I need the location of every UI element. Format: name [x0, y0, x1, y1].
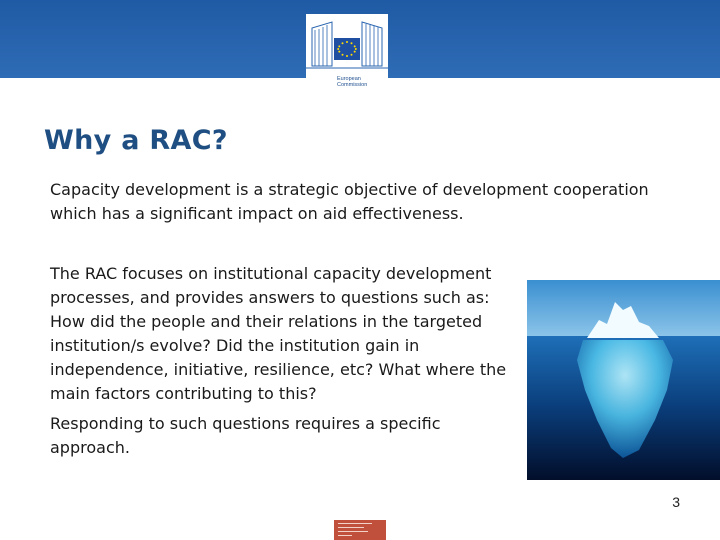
iceberg-image: [527, 280, 720, 480]
paragraph-rac-focus: The RAC focuses on institutional capacity development processes, and provides answers to questions such as: How did the people and their relations in the targeted institution/s evolve? Did the institution gain in independence, initiative, resilience, etc? What where the main factors contributing to this?: [50, 264, 507, 403]
logo-wordmark: [337, 76, 367, 88]
logo-line-2: Commission: [337, 82, 368, 88]
slide-title: Why a RAC?: [44, 125, 228, 156]
paragraph-capacity: Capacity development is a strategic objective of development cooperation which has a significant impact on aid effectiveness.: [50, 180, 649, 223]
footer-logo-badge: [334, 520, 386, 540]
paragraph-approach: Responding to such questions requires a specific approach.: [50, 414, 441, 457]
logo-line-1: European: [337, 76, 361, 82]
european-commission-logo: [306, 14, 388, 100]
berlaymont-building-icon: [306, 14, 388, 74]
page-number: 3: [672, 494, 680, 510]
